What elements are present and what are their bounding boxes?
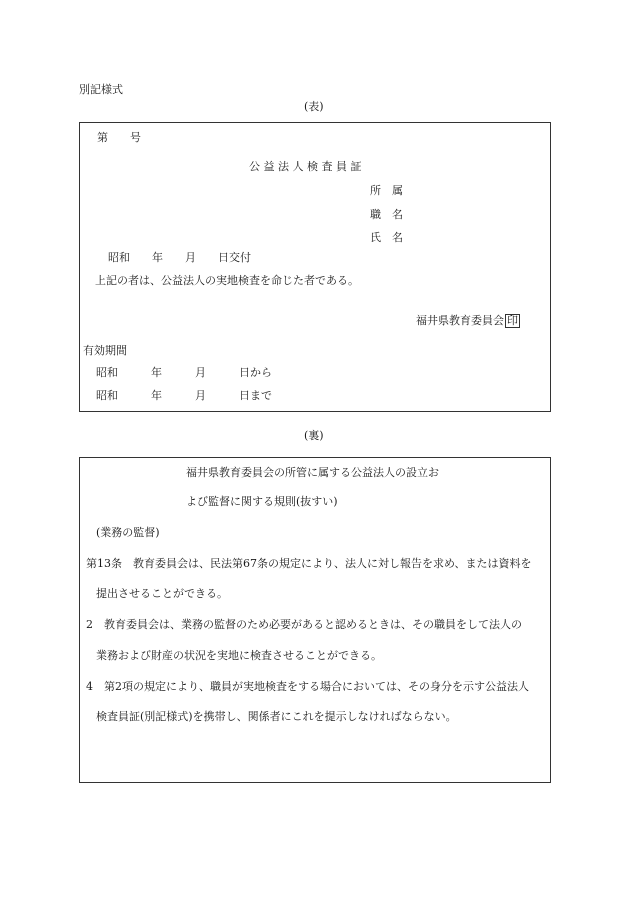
validity-to: 昭和 年 月 日まで	[96, 389, 272, 402]
form-label: 別記様式	[79, 83, 123, 96]
front-caption: (表)	[304, 100, 324, 113]
back-caption: (裏)	[304, 429, 324, 442]
article13-line1: 第13条 教育委員会は、民法第67条の規定により、法人に対し報告を求め、または資料を	[86, 557, 532, 570]
validity-title: 有効期間	[83, 344, 127, 357]
affiliation-label: 所 属	[370, 184, 403, 197]
regulation-title-line1: 福井県教育委員会の所管に属する公益法人の設立お	[186, 466, 439, 479]
issuer	[416, 314, 520, 328]
certificate-title: 公 益 法 人 検 査 員 証	[249, 160, 362, 173]
paragraph4-line2: 検査員証(別記様式)を携帯し、関係者にこれを提示しなければならない。	[96, 710, 457, 723]
article13-line2: 提出させることができる。	[96, 587, 228, 600]
issue-date: 昭和 年 月 日交付	[108, 251, 251, 264]
number-line: 第 号	[97, 131, 141, 144]
issuer-name: 福井県教育委員会	[416, 314, 504, 327]
seal-mark: 印	[507, 314, 518, 327]
validity-from: 昭和 年 月 日から	[96, 366, 272, 379]
regulation-title-line2: よび監督に関する規則(抜すい)	[186, 495, 338, 508]
paragraph2-line1: 2 教育委員会は、業務の監督のため必要があると認めるときは、その職員をして法人の	[86, 618, 522, 631]
section-heading: (業務の監督)	[96, 526, 160, 539]
paragraph2-line2: 業務および財産の状況を実地に検査させることができる。	[96, 649, 382, 662]
paragraph4-line1: 4 第2項の規定により、職員が実地検査をする場合においては、その身分を示す公益法人	[86, 680, 529, 693]
appointment-statement: 上記の者は、公益法人の実地検査を命じた者である。	[95, 274, 359, 287]
position-label: 職 名	[370, 208, 403, 221]
name-label: 氏 名	[370, 231, 403, 244]
